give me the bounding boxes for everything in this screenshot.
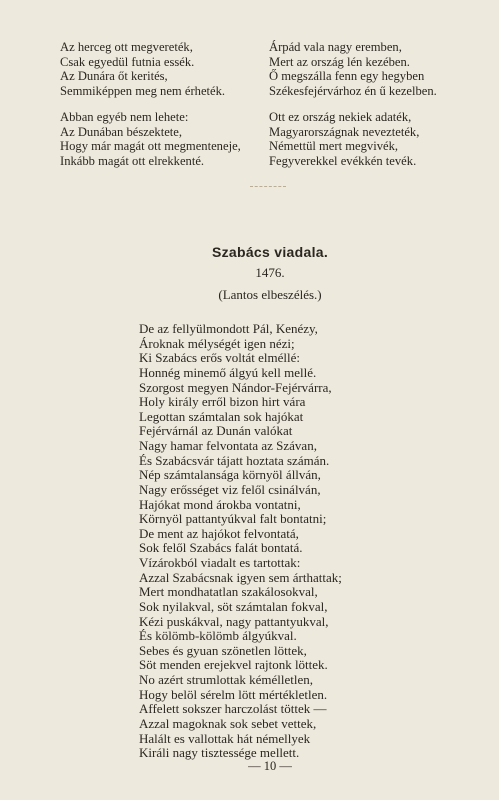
- poem-line: Sok felől Szabács falát bontatá.: [139, 540, 303, 556]
- verse-line: Hogy már magát ott megmenteneje,: [60, 139, 241, 153]
- verse-line: Ott ez ország nekiek adaték,: [269, 110, 412, 124]
- poem-line: Ároknak mélységét igen nézi;: [139, 335, 295, 351]
- poem-line: Söt menden erejekvel rajtonk löttek.: [139, 657, 328, 673]
- poem-line: Mert mondhatatlan szakálosokval,: [139, 584, 318, 600]
- verse-line: Fegyverekkel evékkén tevék.: [269, 153, 417, 168]
- verse-line: Az Dunában bészektete,: [60, 124, 183, 139]
- verse-line: Semmiképpen meg nem érheték.: [60, 83, 226, 98]
- poem-line: Holy király erről bizon hirt vára: [139, 394, 306, 410]
- verse-line: Az Dunára őt kerités,: [60, 69, 168, 83]
- stanza-one-left-column: [60, 40, 225, 98]
- poem-line: Fejérvárnál az Dunán valókat: [139, 423, 293, 439]
- verse-line: Árpád vala nagy eremben,: [269, 40, 402, 54]
- section-divider: [250, 186, 286, 188]
- poem-subtitle: (Lantos elbeszélés.): [218, 287, 322, 302]
- poem-line: Vízárokból viadalt es tartottak:: [139, 555, 301, 570]
- poem-body: [139, 322, 342, 761]
- poem-line: Nép számtalansága környöl állván,: [139, 467, 321, 483]
- poem-line: De az fellyülmondott Pál, Kenézy,: [139, 321, 318, 336]
- verse-line: Magyarországnak nevezteték,: [269, 124, 420, 139]
- poem-line: Hogy belöl sérelm lött mértékletlen.: [139, 686, 328, 702]
- poem-line: Nagy erősséget viz felől csinálván,: [139, 481, 321, 497]
- verse-line: Csak egyedül futnia essék.: [60, 54, 195, 69]
- verse-line: Mert az ország lén kezében.: [269, 54, 410, 69]
- poem-line: Hajókat mond árokba vontatni,: [139, 496, 301, 512]
- poem-year: 1476.: [255, 265, 285, 280]
- poem-line: Affelett sokszer harczolást töttek —: [139, 701, 327, 717]
- poem-line: Sok nyilakval, söt számtalan fokval,: [139, 598, 328, 614]
- poem-line: Környöl pattantyúkval falt bontatni;: [139, 511, 327, 527]
- poem-line: És Szabácsvár tájatt hoztata számán.: [139, 452, 330, 468]
- verse-line: Némettül mert megvivék,: [269, 139, 399, 153]
- poem-line: Szorgost megyen Nándor-Fejérvárra,: [139, 379, 332, 395]
- verse-line: Abban egyéb nem lehete:: [60, 110, 189, 124]
- poem-line: Sebes és gyuan szönetlen löttek,: [139, 642, 307, 658]
- poem-line: Királi nagy tisztessége mellett.: [139, 745, 300, 761]
- poem-line: De ment az hajókot felvontatá,: [139, 525, 299, 541]
- page-number: — 10 —: [248, 759, 292, 773]
- poem-line: No azért strumlottak kémélletlen,: [139, 672, 313, 687]
- stanza-two-right-column: [269, 110, 419, 168]
- poem-line: Halált es vallottak hát némellyek: [139, 730, 311, 746]
- stanza-two-left-column: [60, 110, 241, 168]
- poem-title: Szabács viadala.: [211, 244, 329, 260]
- poem-line: És kölömb-kölömb álgyúkval.: [139, 628, 297, 644]
- poem-line: Legottan számtalan sok hajókat: [139, 408, 304, 424]
- verse-line: Az herceg ott megvereték,: [60, 40, 193, 54]
- verse-line: Inkább magát ott elrekkenté.: [60, 153, 205, 168]
- verse-line: Ő megszálla fenn egy hegyben: [269, 69, 425, 83]
- poem-line: Nagy hamar felvontata az Szávan,: [139, 438, 317, 453]
- verse-line: Székesfejérvárhoz én ű kezelben.: [269, 83, 437, 98]
- poem-line: Honnég minemő álgyú kell mellé.: [139, 364, 317, 380]
- poem-line: Kézi puskákval, nagy pattantyukval,: [139, 613, 329, 629]
- stanza-one-right-column: [269, 40, 437, 98]
- poem-line: Ki Szabács erős voltát elméllé:: [139, 350, 301, 366]
- poem-line: Azzal magoknak sok sebet vettek,: [139, 715, 317, 731]
- poem-line: Azzal Szabácsnak igyen sem árthattak;: [139, 569, 342, 585]
